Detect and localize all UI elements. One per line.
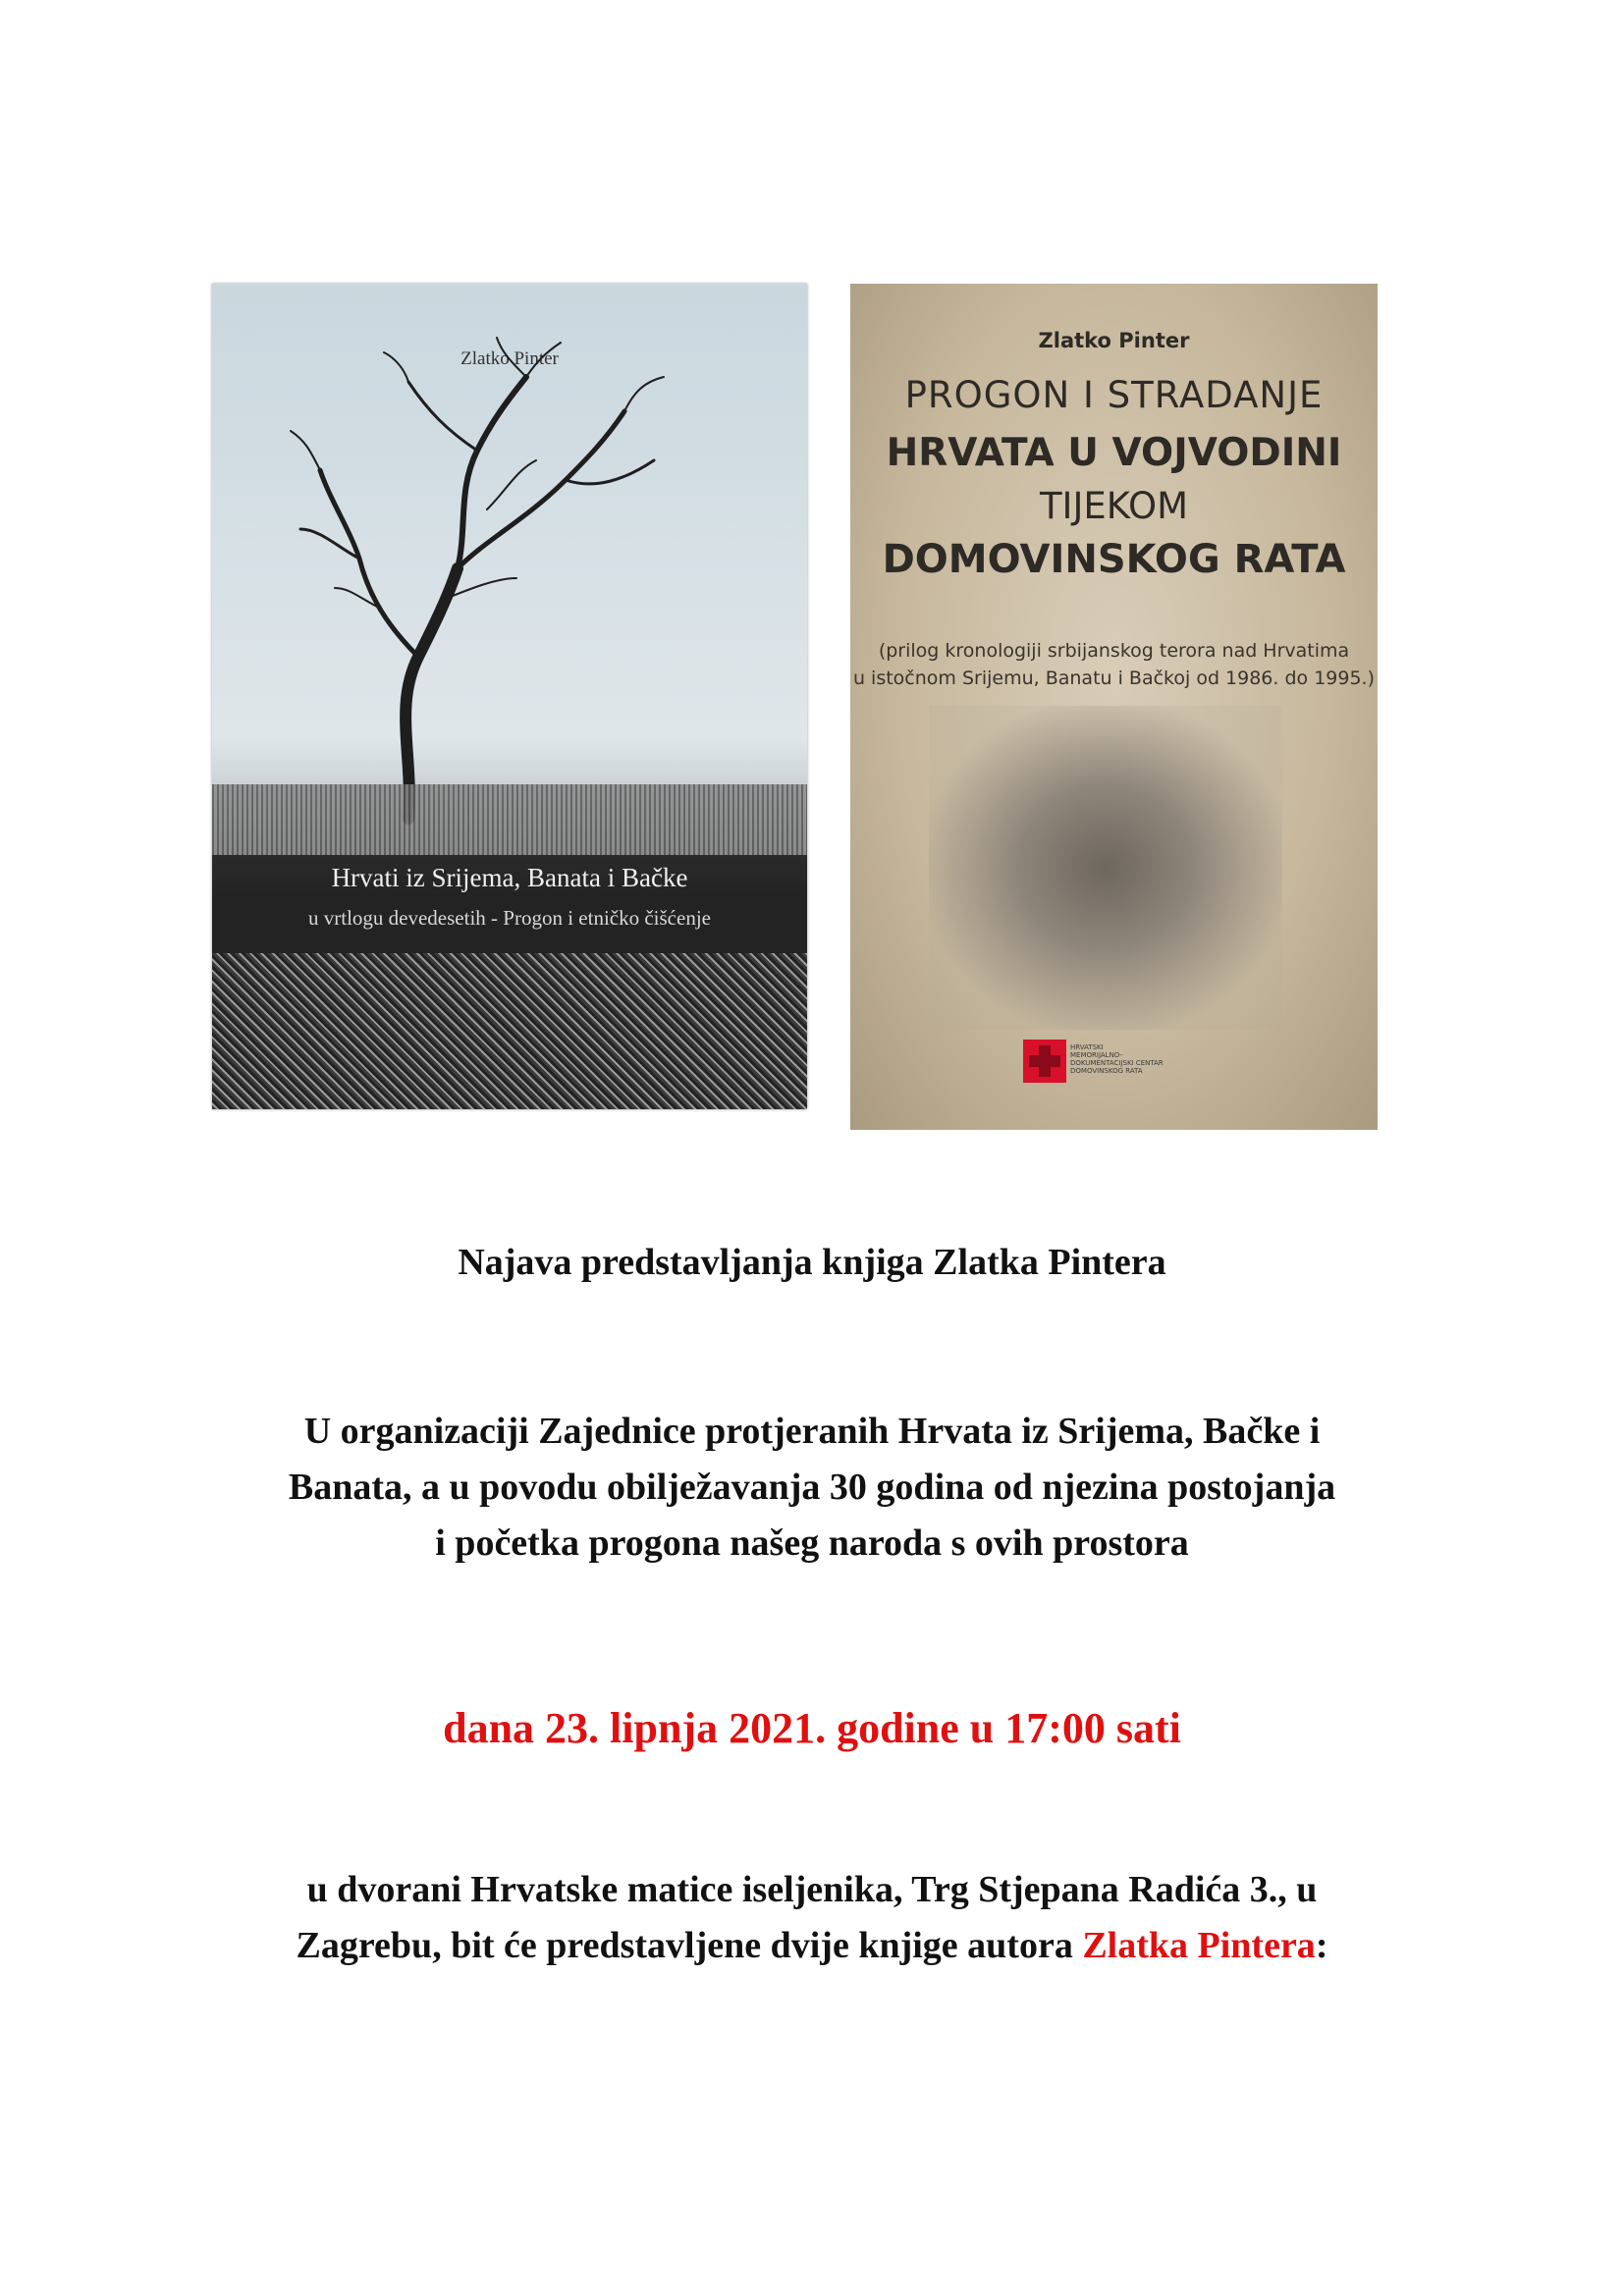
book2-title-line4: DOMOVINSKOG RATA <box>882 537 1346 582</box>
tree-illustration <box>212 284 807 833</box>
book2-subtitle-line1: (prilog kronologiji srbijanskog terora nad Hrvatima <box>878 640 1350 662</box>
venue-line2 <box>0 1918 1624 1974</box>
soil-texture <box>212 953 807 1109</box>
venue-line2-suffix: : <box>1315 1925 1328 1966</box>
book1-author: Zlatko Pinter <box>460 348 559 369</box>
publisher-logo-icon <box>1023 1040 1066 1083</box>
venue-line2-prefix: Zagrebu, bit će predstavljene dvije knjige autora <box>296 1925 1083 1966</box>
book2-title-line1: PROGON I STRADANJE <box>904 374 1324 416</box>
event-date: dana 23. lipnja 2021. godine u 17:00 sati <box>443 1704 1181 1752</box>
publisher-line4: DOMOVINSKOG RATA <box>1070 1067 1143 1075</box>
announcement-heading: Najava predstavljanja knjiga Zlatka Pintera <box>458 1242 1166 1283</box>
book2-title-line2: HRVATA U VOJVODINI <box>886 431 1342 475</box>
intro-line1: U organizaciji Zajednice protjeranih Hrvata iz Srijema, Bačke i <box>303 1411 1321 1452</box>
venue-line1: u dvorani Hrvatske matice iseljenika, Trg Stjepana Radića 3., u <box>306 1869 1318 1910</box>
intro-line2: Banata, a u povodu obilježavanja 30 godina od njezina postojanja <box>288 1467 1336 1508</box>
book-cover-progon-i-stradanje <box>850 284 1378 1130</box>
book2-author: Zlatko Pinter <box>1038 329 1190 352</box>
publisher-line1: HRVATSKI <box>1070 1043 1104 1051</box>
publisher-line3: DOKUMENTACIJSKI CENTAR <box>1070 1059 1164 1067</box>
aerial-photo <box>929 706 1282 1030</box>
intro-line3: i početka progona našeg naroda s ovih prostora <box>435 1522 1189 1564</box>
publisher-name <box>1070 1043 1178 1075</box>
intro-paragraph <box>0 1404 1624 1572</box>
book2-subtitle <box>850 637 1378 692</box>
author-name-highlight: Zlatka Pintera <box>1082 1925 1316 1966</box>
publisher-line2: MEMORIJALNO- <box>1070 1051 1123 1059</box>
book1-title: Hrvati iz Srijema, Banata i Bačke <box>331 863 688 892</box>
book1-title-band <box>212 855 807 953</box>
book-cover-hrvati-iz-srijema <box>212 284 807 1109</box>
book2-subtitle-line2: u istočnom Srijemu, Banatu i Bačkoj od 1986. do 1995.) <box>852 667 1376 689</box>
book1-subtitle: u vrtlogu devedesetih - Progon i etničko čišćenje <box>308 906 711 930</box>
field-texture <box>212 784 807 855</box>
book2-title-line3: TIJEKOM <box>1039 485 1189 527</box>
venue-paragraph <box>0 1862 1624 1974</box>
